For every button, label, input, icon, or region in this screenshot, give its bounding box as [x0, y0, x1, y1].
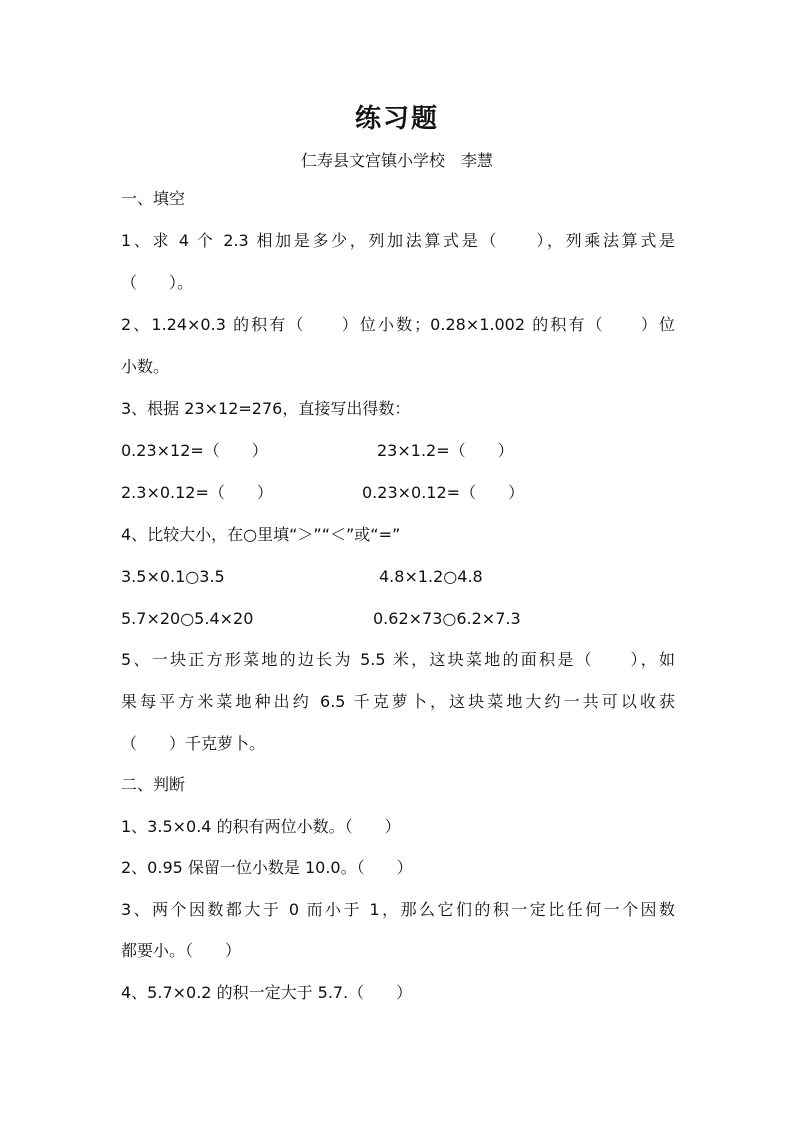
question-4-item-d: 0.62×73○6.2×7.3 — [373, 609, 521, 628]
question-2-line-2: 小数。 — [121, 357, 170, 376]
question-3-prompt: 3、根据 23×12=276，直接写出得数： — [121, 399, 411, 418]
question-3-item-a: 0.23×12=（ ） — [121, 441, 268, 460]
question-4-item-a: 3.5×0.1○3.5 — [121, 567, 225, 586]
judge-question-1: 1、3.5×0.4 的积有两位小数。（ ） — [121, 817, 401, 836]
question-3-item-d: 0.23×0.12=（ ） — [362, 483, 525, 502]
question-4-item-c: 5.7×20○5.4×20 — [121, 609, 254, 628]
question-5-line-1: 5、一块正方形菜地的边长为 5.5 米，这块菜地的面积是（ ），如 — [121, 650, 675, 669]
question-5-line-3: （ ）千克萝卜。 — [121, 734, 266, 753]
question-3-item-b: 23×1.2=（ ） — [377, 441, 514, 460]
section-heading-judge: 二、判断 — [121, 775, 186, 794]
question-4-prompt: 4、比较大小，在○里填“＞”“＜”或“=” — [121, 525, 401, 544]
question-1-line-2: （ ）。 — [121, 273, 194, 292]
judge-question-4: 4、5.7×0.2 的积一定大于 5.7.（ ） — [121, 983, 413, 1002]
judge-question-2: 2、0.95 保留一位小数是 10.0。（ ） — [121, 858, 413, 877]
question-2-line-1: 2、1.24×0.3 的积有（ ）位小数；0.28×1.002 的积有（ ）位 — [121, 315, 675, 334]
page-title: 练习题 — [354, 104, 439, 134]
author-line: 仁寿县文宫镇小学校 李慧 — [300, 151, 493, 170]
question-4-item-b: 4.8×1.2○4.8 — [379, 567, 483, 586]
judge-question-3-line-2: 都要小。（ ） — [121, 941, 242, 960]
section-heading-fill-blank: 一、填空 — [121, 189, 186, 208]
question-5-line-2: 果每平方米菜地种出约 6.5 千克萝卜，这块菜地大约一共可以收获 — [121, 692, 675, 711]
question-1-line-1: 1、求 4 个 2.3 相加是多少，列加法算式是（ ），列乘法算式是 — [121, 231, 675, 250]
question-3-item-c: 2.3×0.12=（ ） — [121, 483, 273, 502]
judge-question-3-line-1: 3、两个因数都大于 0 而小于 1，那么它们的积一定比任何一个因数 — [121, 900, 675, 919]
